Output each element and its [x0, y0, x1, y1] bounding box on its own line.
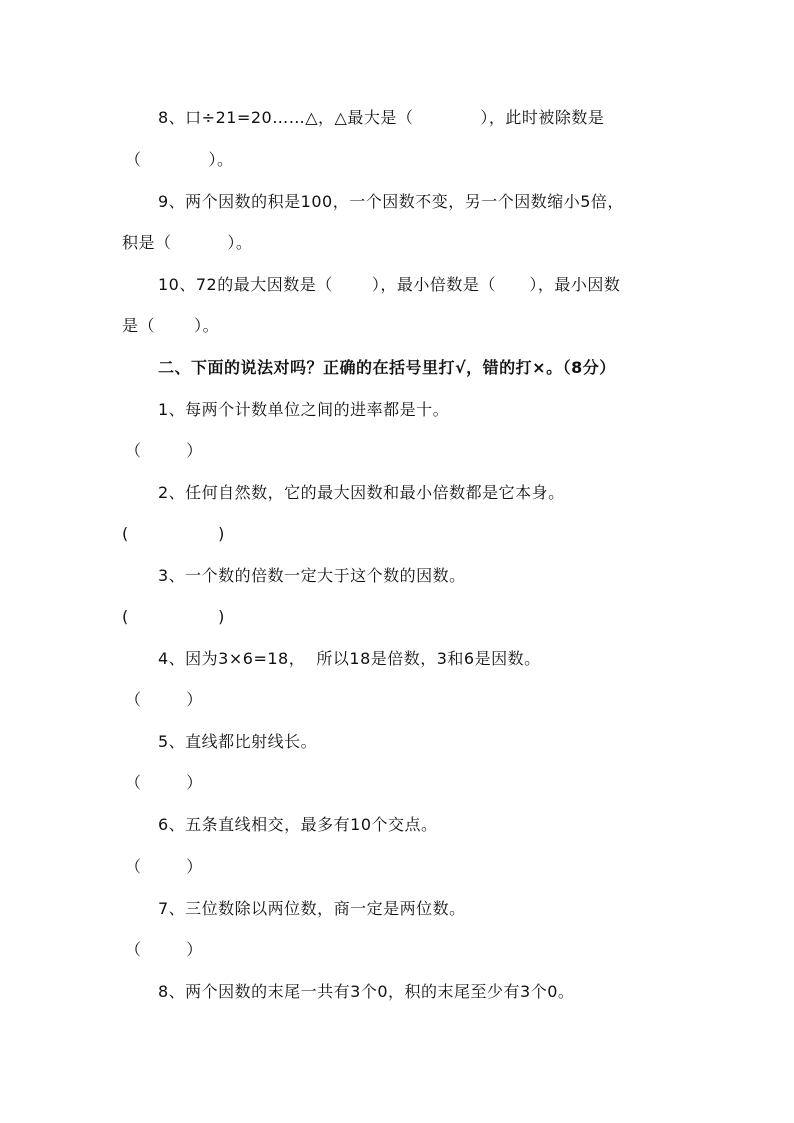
answer-paren-5[interactable]: （ ）: [125, 773, 203, 792]
statement-2: 2、任何自然数，它的最大因数和最小倍数都是它本身。: [158, 483, 565, 502]
answer-paren-4[interactable]: （ ）: [125, 690, 203, 709]
answer-paren-1[interactable]: （ ）: [125, 441, 203, 460]
question-9-line-2: 积是（ ）。: [122, 233, 253, 252]
answer-paren-3[interactable]: ( ): [122, 607, 225, 626]
answer-paren-2[interactable]: ( ): [122, 524, 225, 543]
statement-3: 3、一个数的倍数一定大于这个数的因数。: [158, 566, 466, 585]
answer-paren-7[interactable]: （ ）: [125, 940, 203, 959]
question-10-line-1: 10、72的最大因数是（ ），最小倍数是（ ），最小因数: [158, 275, 621, 294]
statement-8: 8、两个因数的末尾一共有3个0，积的末尾至少有3个0。: [158, 982, 575, 1001]
question-8-line-1: 8、口÷21=20……△，△最大是（ ），此时被除数是: [158, 108, 605, 127]
statement-1: 1、每两个计数单位之间的进率都是十。: [158, 400, 450, 419]
statement-6: 6、五条直线相交，最多有10个交点。: [158, 815, 438, 834]
statement-4: 4、因为3×6=18， 所以18是倍数，3和6是因数。: [158, 649, 541, 668]
question-10-line-2: 是（ ）。: [122, 316, 220, 335]
statement-5: 5、直线都比射线长。: [158, 732, 318, 751]
question-8-line-2: （ ）。: [125, 150, 234, 169]
section-2-heading: 二、下面的说法对吗？正确的在括号里打√，错的打×。（8分）: [158, 358, 616, 377]
statement-7: 7、三位数除以两位数，商一定是两位数。: [158, 899, 466, 918]
answer-paren-6[interactable]: （ ）: [125, 857, 203, 876]
question-9-line-1: 9、两个因数的积是100，一个因数不变，另一个因数缩小5倍，: [158, 192, 624, 211]
